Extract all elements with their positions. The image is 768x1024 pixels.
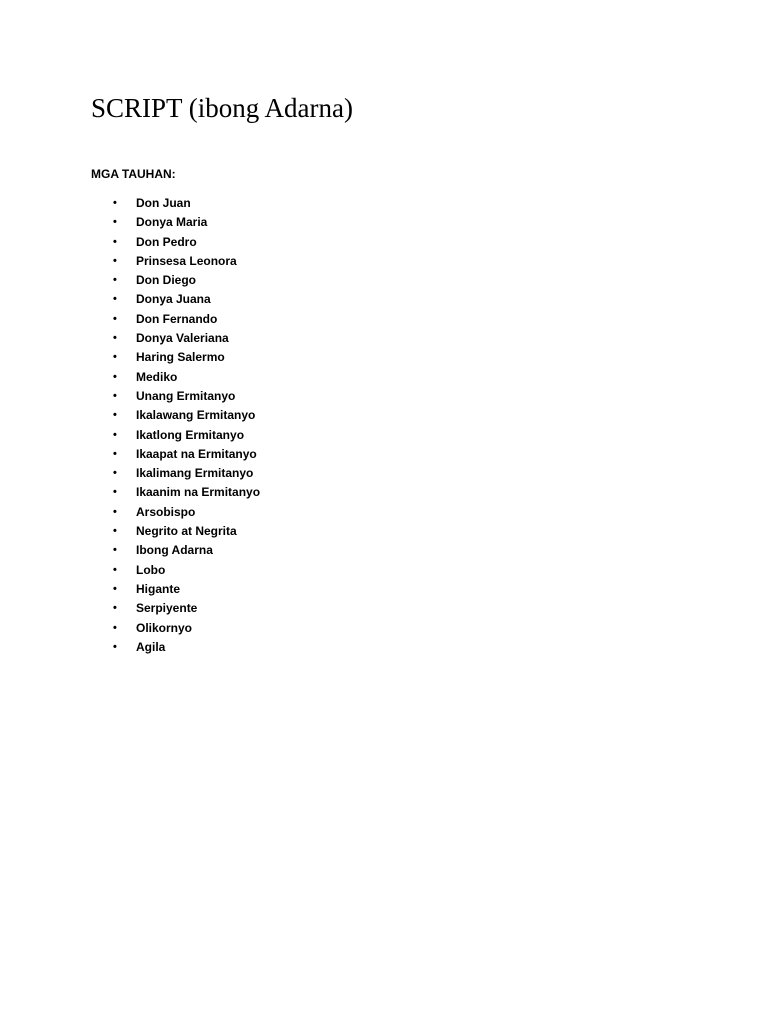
bullet-icon: • [113, 235, 117, 248]
bullet-icon: • [113, 602, 117, 615]
bullet-icon: • [113, 447, 117, 460]
bullet-icon: • [113, 621, 117, 634]
character-name: Serpiyente [136, 601, 198, 616]
character-name: Negrito at Negrita [136, 524, 237, 539]
character-name: Don Pedro [136, 234, 197, 249]
bullet-icon: • [113, 332, 117, 345]
character-name: Ikalimang Ermitanyo [136, 466, 254, 481]
character-name: Donya Juana [136, 292, 211, 307]
bullet-icon: • [113, 563, 117, 576]
bullet-icon: • [113, 351, 117, 364]
bullet-icon: • [113, 293, 117, 306]
character-name: Prinsesa Leonora [136, 253, 237, 268]
bullet-icon: • [113, 544, 117, 557]
character-name: Haring Salermo [136, 350, 225, 365]
bullet-icon: • [113, 370, 117, 383]
character-name: Mediko [136, 369, 178, 384]
section-heading: MGA TAUHAN: [91, 167, 176, 181]
bullet-icon: • [113, 197, 117, 209]
bullet-icon: • [113, 525, 117, 538]
character-name: Lobo [136, 562, 166, 577]
bullet-icon: • [113, 274, 117, 287]
character-name: Ikatlong Ermitanyo [136, 427, 245, 442]
character-name: Donya Valeriana [136, 331, 229, 346]
character-name: Ibong Adarna [136, 543, 213, 558]
character-name: Don Diego [136, 273, 196, 288]
character-name: Ikaanim na Ermitanyo [136, 485, 261, 500]
character-name: Ikalawang Ermitanyo [136, 408, 256, 423]
character-name: Ikaapat na Ermitanyo [136, 446, 257, 461]
bullet-icon: • [113, 389, 117, 402]
character-name: Arsobispo [136, 504, 196, 519]
bullet-icon: • [113, 409, 117, 422]
character-name: Unang Ermitanyo [136, 388, 236, 403]
bullet-icon: • [113, 312, 117, 325]
character-name: Agila [136, 639, 166, 654]
character-name: Don Juan [136, 196, 191, 210]
character-name: Higante [136, 581, 181, 596]
bullet-icon: • [113, 486, 117, 499]
character-name: Donya Maria [136, 215, 208, 230]
character-name: Olikornyo [136, 620, 193, 635]
document-title: SCRIPT (ibong Adarna) [91, 93, 353, 123]
bullet-icon: • [113, 428, 117, 441]
bullet-icon: • [113, 505, 117, 518]
bullet-icon: • [113, 216, 117, 229]
bullet-icon: • [113, 582, 117, 595]
character-name: Don Fernando [136, 311, 218, 326]
bullet-icon: • [113, 640, 117, 653]
bullet-icon: • [113, 254, 117, 267]
bullet-icon: • [113, 467, 117, 480]
